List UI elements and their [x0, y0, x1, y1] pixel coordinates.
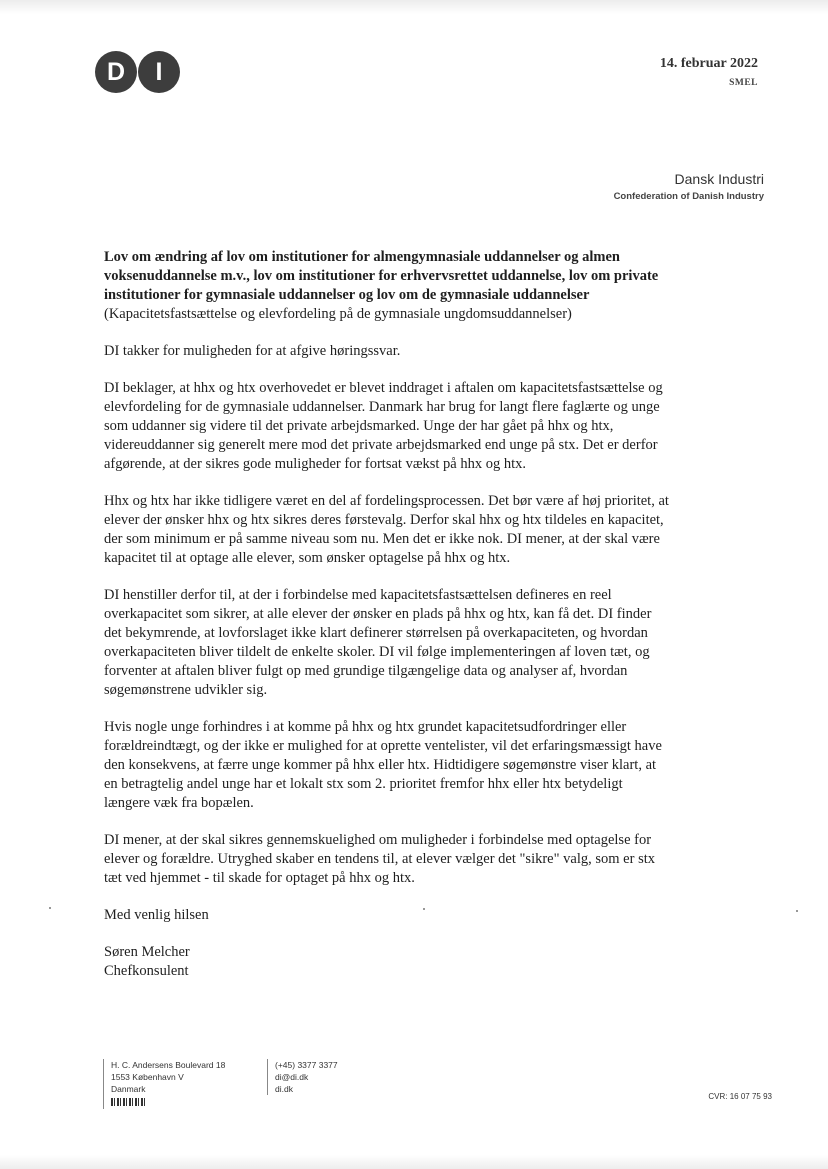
contact-email: di@di.dk: [275, 1072, 309, 1082]
scan-speck: [423, 908, 425, 910]
closing: Med venlig hilsen: [104, 907, 209, 923]
signer-title: Chefkonsulent: [104, 963, 189, 979]
scan-speck: [796, 910, 798, 912]
logo-letter-d: D: [95, 51, 137, 93]
logo-letter-i: I: [138, 51, 180, 93]
paragraph: DI henstiller derfor til, at der i forbindelse med kapacitetsfastsættelsen defineres en reel overkapacitet som sikrer, at alle elever der ønsker en plads på hhx og htx, kan få det. DI finder det bekymrende, at lovforslaget ikke klart definerer størrelsen på overkapaciteten, og hvordan overkapaciteten bliver tildelt de enkelte skoler. DI vil følge implementeringen af loven tæt, og forventer at aftalen bliver fulgt op med grundige tilgængelige data og analyser af, hvordan søgemønstrene udvikler sig.: [104, 587, 652, 698]
footer-address: [103, 1059, 261, 1109]
barcode-icon: [111, 1098, 145, 1106]
address-street: H. C. Andersens Boulevard 18: [111, 1060, 226, 1070]
letter-date: 14. februar 2022: [659, 56, 758, 71]
signature-block: [104, 943, 672, 981]
contact-phone: (+45) 3377 3377: [275, 1060, 338, 1070]
scan-speck: [49, 907, 51, 909]
paragraph: Hvis nogle unge forhindres i at komme på hhx og htx grundet kapacitetsudfordringer eller forældreindtægt, og der ikke er mulighed for at oprette ventelister, vil det erfaringsmæssigt have den konsekvens, at færre unge kommer på hhx eller htx. Hidtidigere søgemønstre viser klart, at en betragtelig andel unge har et lokalt stx som 2. prioritet fremfor hhx eller htx betydeligt længere væk fra bopælen.: [104, 719, 662, 811]
scan-bottom-edge: [0, 1155, 828, 1169]
sender-reference: SMEL: [729, 78, 758, 88]
contact-web: di.dk: [275, 1084, 293, 1094]
paragraph: DI mener, at der skal sikres gennemskuelighed om muligheder i forbindelse med optagelse for elever og forældre. Utryghed skaber en tendens til, at elever vælger det "sikre" valg, som er stx tæt ved hjemmet - til skade for optaget på hhx og htx.: [104, 832, 655, 886]
address-country: Danmark: [111, 1084, 146, 1094]
paragraph: Hhx og htx har ikke tidligere været en del af fordelingsprocessen. Det bør være af høj prioritet, at elever der ønsker hhx og htx sikres deres førstevalg. Derfor skal hhx og htx tildeles en kapacitet, der som minimum er på samme niveau som nu. Men det er ikke nok. DI mener, at der skal være kapacitet til at optage alle elever, som ønsker optagelse på hhx og htx.: [104, 493, 669, 566]
di-logo: [95, 51, 181, 93]
signer-name: Søren Melcher: [104, 944, 190, 960]
organization-subtitle: Confederation of Danish Industry: [613, 191, 764, 202]
paragraph: DI beklager, at hhx og htx overhovedet er blevet inddraget i aftalen om kapacitetsfastsættelse og elevfordeling for de gymnasiale uddannelser. Danmark har brug for langt flere faglærte og unge som uddanner sig videre til det private arbejdsmarked. Unge der har gået på hhx og htx, videreuddanner sig generelt mere mod det private arbejdsmarked end unge på stx. Det er derfor afgørende, at der sikres gode muligheder for fortsat vækst på hhx og htx.: [104, 380, 663, 472]
cvr-number: CVR: 16 07 75 93: [708, 1092, 772, 1101]
organization-name: Dansk Industri: [674, 171, 764, 187]
subject-title: Lov om ændring af lov om institutioner for almengymnasiale uddannelser og almen voksenuddannelse m.v., lov om institutioner for erhvervsrettet uddannelse, lov om private institutioner for gymnasiale uddannelser og lov om de gymnasiale uddannelser: [104, 249, 659, 303]
letter-body: [104, 248, 672, 999]
subject-subtitle: (Kapacitetsfastsættelse og elevfordeling på de gymnasiale ungdomsuddannelser): [104, 306, 572, 322]
paragraph: DI takker for muligheden for at afgive høringssvar.: [104, 343, 401, 359]
subject-block: [104, 248, 672, 324]
scan-top-edge: [0, 0, 828, 14]
footer-contact: [267, 1059, 385, 1095]
address-city: 1553 København V: [111, 1072, 184, 1082]
